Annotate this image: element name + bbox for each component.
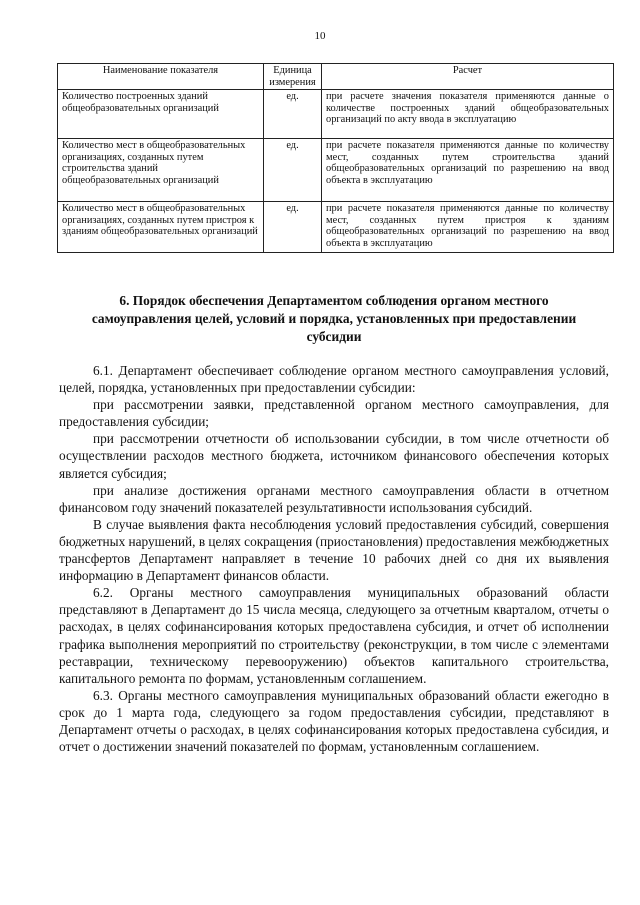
- row-unit: ед.: [264, 202, 322, 253]
- header-calc: Расчет: [322, 64, 614, 90]
- paragraph-violations: В случае выявления факта несоблюдения условий предоставления субсидий, совершения бюджетных нарушений, в целях сокращения (приостановления) предоставления межбюджетных трансфертов Департамент направляет в течение 10 рабочих дней со дня их выявления информацию в Департамент финансов области.: [59, 516, 609, 584]
- table-header-row: [58, 64, 614, 90]
- paragraph-reporting: при рассмотрении отчетности об использовании субсидии, в том числе отчетности об осуществлении расходов местного бюджета, источником финансового обеспечения которых является субсидия;: [59, 431, 609, 481]
- row-calc: при расчете значения показателя применяются данные о количестве построенных зданий общеобразовательных организаций по акту ввода в эксплуатацию: [322, 90, 614, 139]
- paragraph-application: при рассмотрении заявки, представленной органом местного самоуправления, для предоставления субсидии;: [59, 397, 609, 430]
- page-number: 10: [314, 30, 326, 42]
- header-name: Наименование показателя: [58, 64, 264, 90]
- row-calc: при расчете показателя применяются данные по количеству мест, созданных путем строительства зданий общеобразовательных организаций по разрешению на ввод объекта в эксплуатацию: [322, 139, 614, 202]
- row-unit: ед.: [264, 90, 322, 139]
- row-name: Количество построенных зданий общеобразовательных организаций: [58, 90, 264, 139]
- paragraph-6-3: 6.3. Органы местного самоуправления муниципальных образований области ежегодно в срок до 1 марта года, следующего за годом предоставления субсидии, представляют в Департамент отчеты о расходах, в целях софинансирования которых предоставлена субсидия, и отчет о достижении значений показателей по формам, установленным соглашением.: [59, 687, 609, 755]
- row-unit: ед.: [264, 139, 322, 202]
- table-row: [58, 139, 614, 202]
- section-body: [59, 362, 609, 755]
- section-heading: 6. Порядок обеспечения Департаментом соблюдения органом местного самоуправления целей, условий и порядка, установленных при предоставлении субсидии: [91, 293, 577, 344]
- table-row: [58, 90, 614, 139]
- paragraph-6-2: 6.2. Органы местного самоуправления муниципальных образований области представляют в Департамент до 15 числа месяца, следующего за отчетным кварталом, отчеты о расходах, в целях софинансирования которых предоставлена субсидия, и отчет об исполнении графика выполнения мероприятий по строительству (реконструкции, в том числе с элементами реставрации, техническому перевооружению) объектов капитального строительства, капитального ремонта по формам, установленным соглашением.: [59, 585, 609, 686]
- table-row: [58, 202, 614, 253]
- row-name: Количество мест в общеобразовательных организациях, созданных путем пристроя к зданиям общеобразовательных организаций: [58, 202, 264, 253]
- row-name: Количество мест в общеобразовательных организациях, созданных путем строительства зданий общеобразовательных организаций: [58, 139, 264, 202]
- paragraph-analysis: при анализе достижения органами местного самоуправления области в отчетном финансовом году значений показателей результативности использования субсидий.: [59, 482, 609, 515]
- paragraph-6-1: 6.1. Департамент обеспечивает соблюдение органом местного самоуправления условий, целей, порядка, установленных при предоставлении субсидии:: [59, 363, 609, 396]
- indicators-table: [57, 63, 614, 253]
- row-calc: при расчете показателя применяются данные по количеству мест, созданных путем пристроя к зданиям общеобразовательных организаций по разрешению на ввод объекта в эксплуатацию: [322, 202, 614, 253]
- header-unit: Единица измерения: [264, 64, 322, 90]
